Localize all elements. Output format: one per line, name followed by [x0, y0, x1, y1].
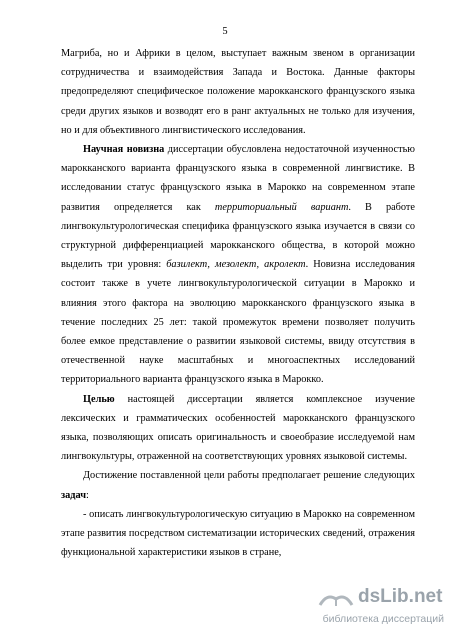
novelty-term-1: территориальный вариант — [214, 201, 349, 213]
watermark-site-name: dsLib.net — [358, 586, 443, 607]
paragraph-relevance-end: Магриба, но и Африки в целом, выступает важным звеном в организации сотрудничества и взаимодействия Запада и Востока. Данные факторы предопределяют специфическое положение марокканского французского языка среди других языков и возводят его в ранг актуальных не только для изучения, но и для объективного лингвистического исследования. — [61, 48, 415, 136]
novelty-text-2: . В работе лингвокультурологическая специфика французского языка изучается в связи со структурной дифференциацией марокканского общества, в которой можно выделить три уровня: — [61, 201, 415, 271]
novelty-term-2: базилект, мезолект, акролект — [166, 259, 306, 271]
paragraph-novelty — [61, 140, 415, 390]
watermark[interactable] — [318, 586, 444, 630]
novelty-heading: Научная новизна — [83, 144, 165, 156]
goal-heading: Целью — [83, 393, 115, 405]
page-number: 5 — [222, 26, 228, 37]
paragraph-goal — [61, 390, 415, 467]
novelty-text-1: диссертации обусловлена недостаточной изученностью марокканского варианта французского языка в современной лингвистике. В исследовании статус французского языка в Марокко на современном этапе развития определяется как — [61, 144, 415, 213]
tasks-heading: задач — [61, 489, 87, 501]
list-item-task-1: - описать лингвокультурологическую ситуацию в Марокко на современном этапе развития посредством систематизации исторических сведений, отражения функциональной характеристики языков в стране, — [61, 508, 415, 559]
goal-text: настоящей диссертации является комплексное изучение лексических и грамматических особенностей марокканского французского языка, позволяющих описать оригинальность и своеобразие исследуемой нам лингвокультуры, отраженной на соответствующих уровнях языковой системы. — [61, 393, 415, 463]
book-logo-icon — [318, 590, 354, 608]
document-body — [61, 44, 415, 562]
tasks-colon: : — [86, 489, 89, 501]
paragraph-tasks-intro — [61, 466, 415, 504]
novelty-text-3: . Новизна исследования состоит также в учете лингвокультурологической ситуации в Марокко и влияния этого фактора на эволюцию марокканского французского языка в течение последних 25 лет: такой промежуток времени позволяет получить более емкое представление о развитии языковой системы, ввиду отсутствия в отечественной науке масштабных и многоаспектных исследований территориального варианта французского языка в Марокко. — [61, 259, 415, 386]
watermark-subtitle: библиотека диссертаций — [322, 613, 444, 625]
tasks-intro-text: Достижение поставленной цели работы предполагает решение следующих — [83, 470, 415, 482]
